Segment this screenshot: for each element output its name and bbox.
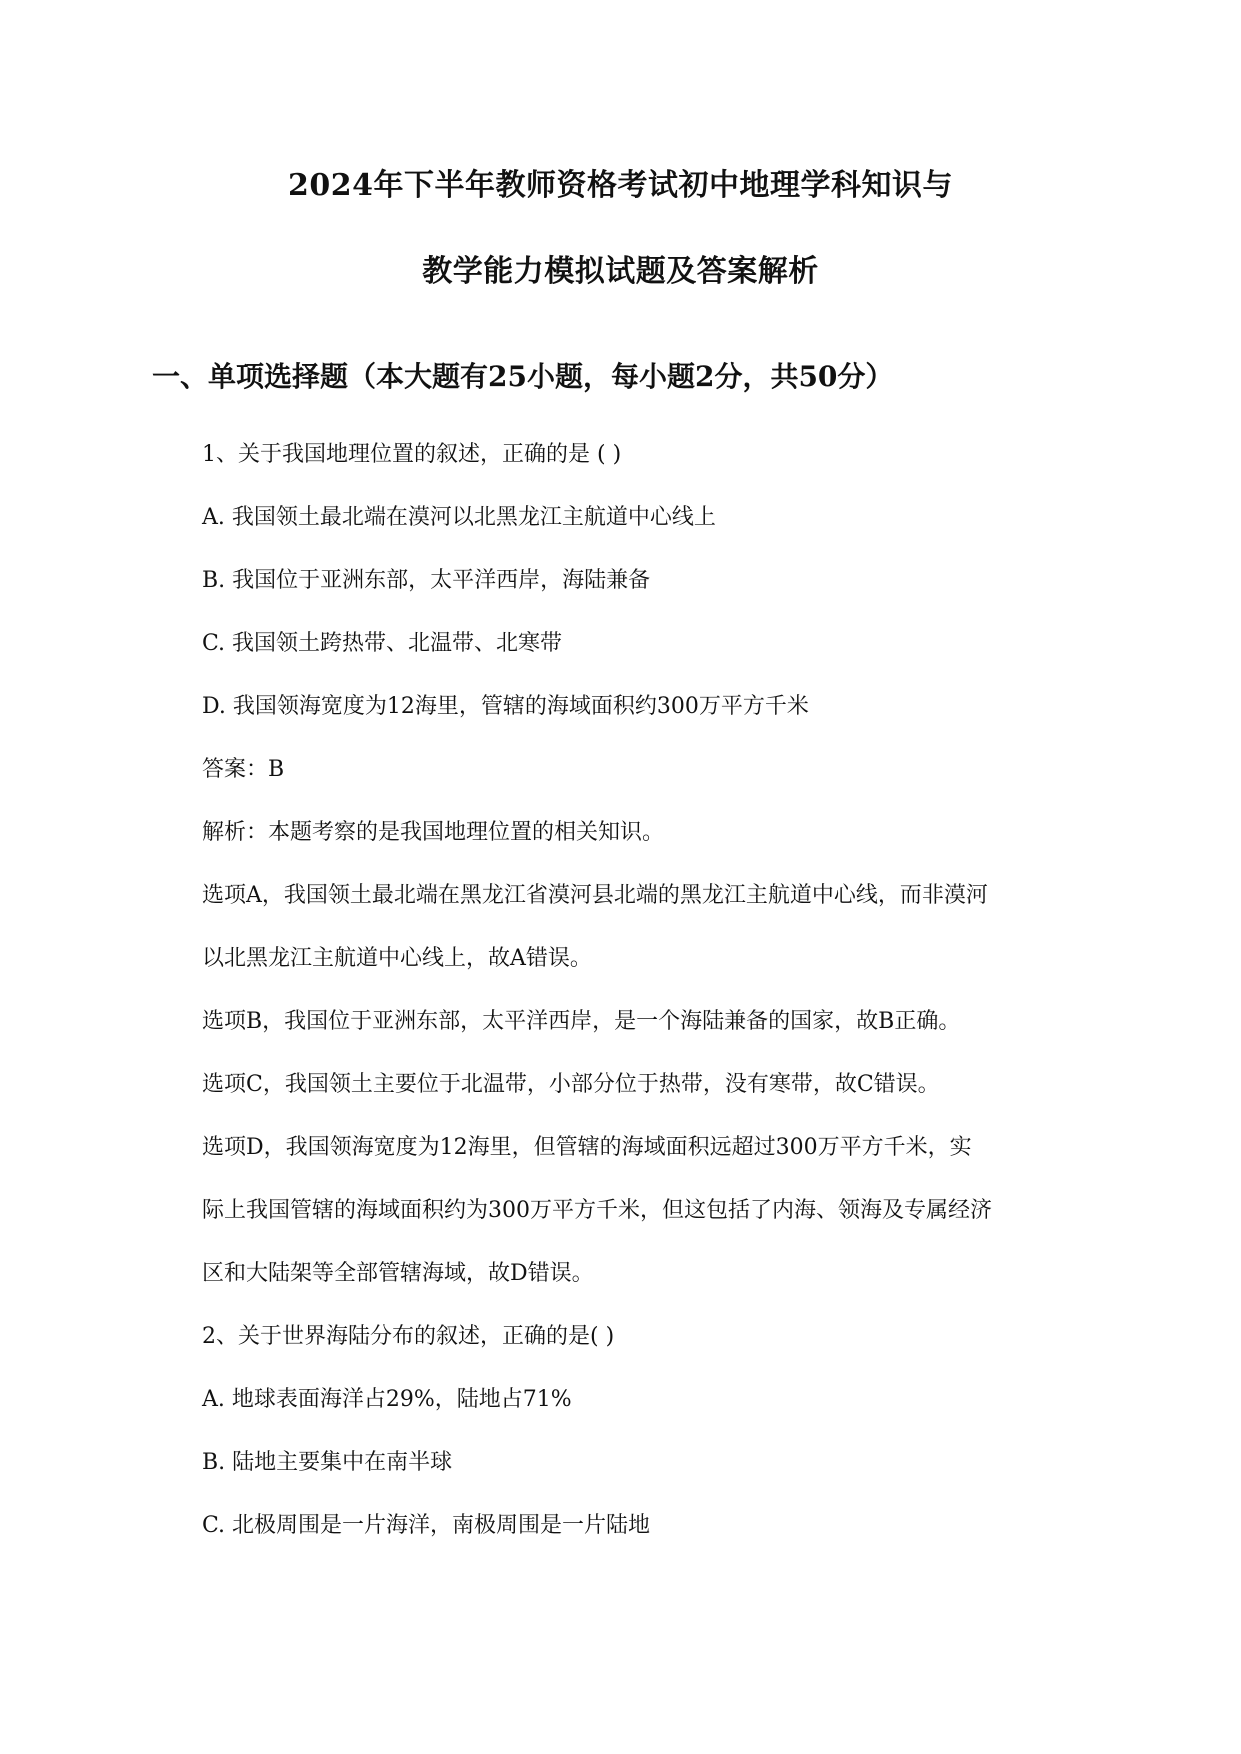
question-1-option-a: A. 我国领土最北端在漠河以北黑龙江主航道中心线上 [202,505,716,530]
section-heading: 一、单项选择题（本大题有25小题，每小题2分，共50分） [152,360,894,393]
document-title-line-1: 2024年下半年教师资格考试初中地理学科知识与 [288,168,953,203]
question-1-option-c: C. 我国领土跨热带、北温带、北寒带 [202,631,563,656]
analysis-option-b: 选项B，我国位于亚洲东部，太平洋西岸，是一个海陆兼备的国家，故B正确。 [202,1009,961,1034]
question-1-analysis: 解析：本题考察的是我国地理位置的相关知识。 [202,820,665,845]
analysis-option-a-line-1: 选项A，我国领土最北端在黑龙江省漠河县北端的黑龙江主航道中心线，而非漠河 [202,883,988,908]
question-1-option-b: B. 我国位于亚洲东部，太平洋西岸，海陆兼备 [202,568,651,593]
question-1-answer: 答案：B [202,757,285,782]
question-2-option-b: B. 陆地主要集中在南半球 [202,1450,453,1475]
analysis-option-d-line-3: 区和大陆架等全部管辖海域，故D错误。 [202,1261,594,1286]
question-2-option-a: A. 地球表面海洋占29%，陆地占71% [202,1387,572,1412]
analysis-option-d-line-1: 选项D，我国领海宽度为12海里，但管辖的海域面积远超过300万平方千米，实 [202,1135,972,1160]
analysis-option-d-line-2: 际上我国管辖的海域面积约为300万平方千米，但这包括了内海、领海及专属经济 [202,1198,992,1223]
question-2-stem: 2、关于世界海陆分布的叙述，正确的是( ) [202,1324,615,1349]
question-1-option-d: D. 我国领海宽度为12海里，管辖的海域面积约300万平方千米 [202,694,809,719]
analysis-option-a-line-2: 以北黑龙江主航道中心线上，故A错误。 [202,946,592,971]
question-2-option-c: C. 北极周围是一片海洋，南极周围是一片陆地 [202,1513,651,1538]
document-title-line-2: 教学能力模拟试题及答案解析 [422,254,819,289]
question-1-stem: 1、关于我国地理位置的叙述，正确的是 ( ) [202,442,622,467]
analysis-option-c: 选项C，我国领土主要位于北温带，小部分位于热带，没有寒带，故C错误。 [202,1072,940,1097]
